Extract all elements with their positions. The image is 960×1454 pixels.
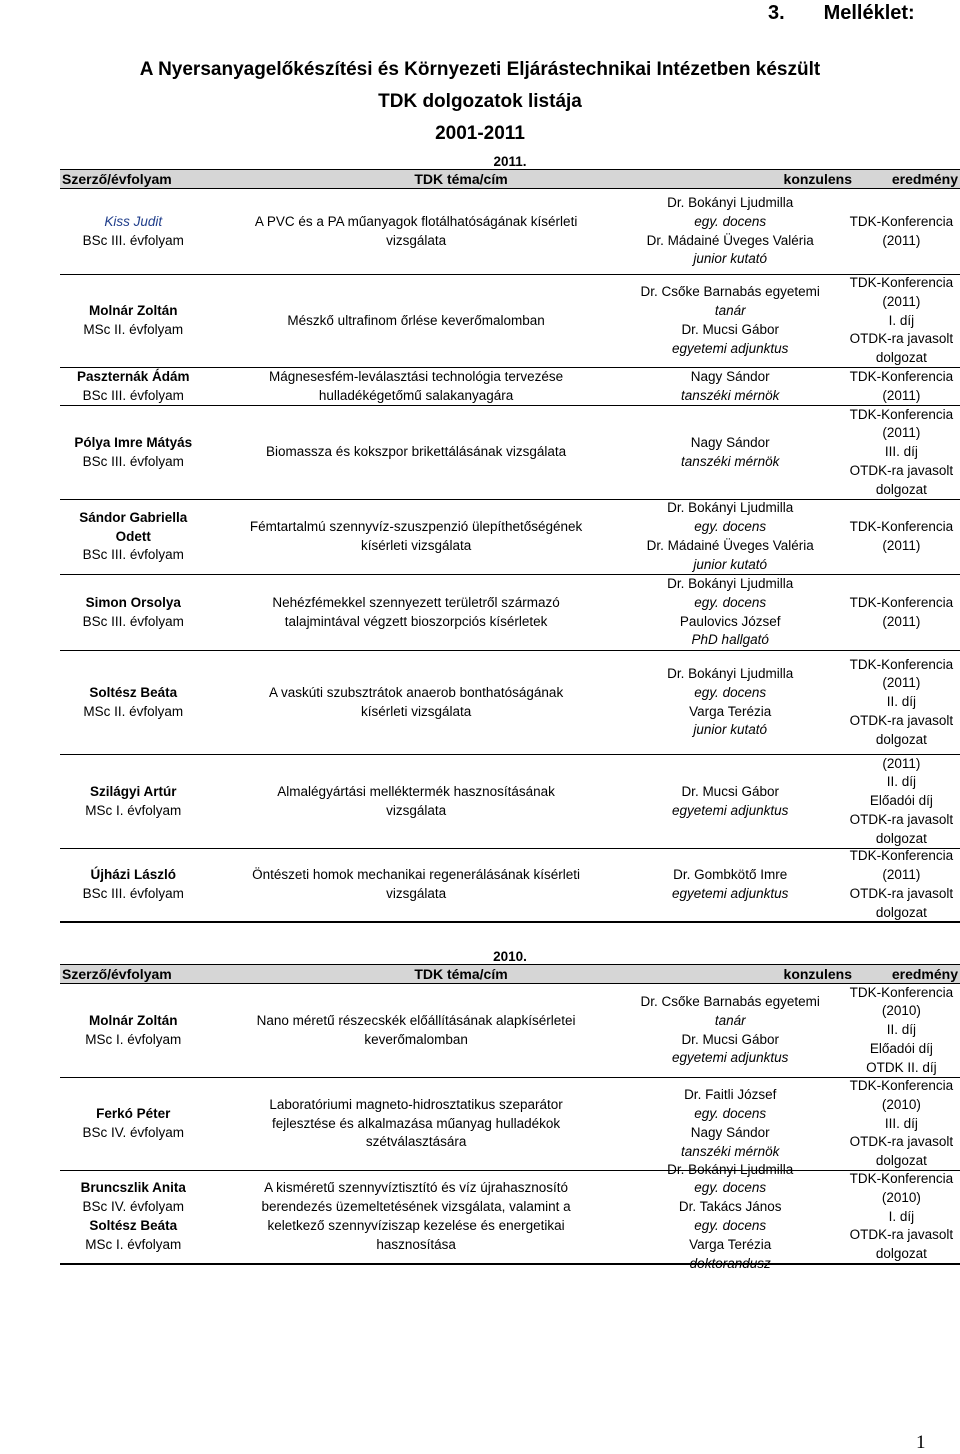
- topic-cell: [227, 1171, 606, 1263]
- topic-line: A kisméretű szennyvíztisztító és víz újrahasznosító: [264, 1180, 569, 1196]
- result-line: Előadói díj: [869, 793, 933, 809]
- consultant-line: Nagy Sándor: [690, 434, 770, 450]
- consultant-line: egy. docens: [694, 684, 767, 700]
- author-line: BSc IV. évfolyam: [82, 1125, 185, 1140]
- table-header: [60, 965, 960, 984]
- author-cell: [60, 275, 207, 367]
- result-line: (2011): [882, 232, 921, 248]
- section-2010: [60, 949, 960, 1271]
- result-line: (2011): [882, 867, 921, 883]
- result-line: I. díj: [888, 312, 915, 328]
- topic-line: A PVC és a PA műanyagok flotálhatóságának kísérleti: [254, 213, 578, 229]
- author-line: Paszternák Ádám: [77, 368, 190, 384]
- topic-line: Biomassza és kokszpor brikettálásának vizsgálata: [266, 444, 567, 460]
- result-cell: [843, 984, 960, 1077]
- result-cell: [843, 368, 960, 405]
- consultant-line: egy. docens: [694, 594, 767, 610]
- result-cell: [843, 189, 960, 274]
- author-line: MSc I. évfolyam: [85, 802, 182, 818]
- author-line: Újházi László: [90, 867, 177, 883]
- result-line: TDK-Konferencia: [849, 275, 954, 291]
- topic-line: hasznosítása: [376, 1236, 456, 1252]
- topic-line: fejlesztése és alkalmazása műanyag hulladékok: [272, 1115, 561, 1131]
- consultant-line: egy. docens: [694, 519, 767, 535]
- result-line: II. díj: [886, 774, 916, 790]
- consultant-line: egyetemi adjunktus: [672, 340, 789, 356]
- topic-line: vizsgálata: [386, 232, 447, 248]
- result-line: (2010): [881, 1096, 921, 1112]
- author-line: Bruncszlik Anita: [80, 1180, 186, 1196]
- consultant-line: Varga Terézia: [689, 703, 772, 719]
- table-row: [60, 500, 960, 575]
- consultant-line: Dr. Bokányi Ljudmilla: [667, 1161, 794, 1177]
- topic-line: Mészkő ultrafinom őrlése keverőmalomban: [287, 312, 545, 328]
- consultant-line: Dr. Csőke Barnabás egyetemi: [640, 993, 820, 1009]
- result-line: Előadói díj: [869, 1040, 933, 1056]
- author-cell: [60, 984, 207, 1077]
- topic-cell: [227, 755, 606, 848]
- author-line: MSc II. évfolyam: [83, 703, 184, 719]
- consultant-line: PhD hallgató: [691, 632, 769, 648]
- result-line: TDK-Konferencia: [849, 1078, 954, 1094]
- consultant-line: Dr. Csőke Barnabás egyetemi: [640, 284, 820, 300]
- topic-line: Fémtartalmú szennyvíz-szuszpenzió ülepíthetőségének: [249, 519, 583, 535]
- consultant-line: egy. docens: [694, 1106, 767, 1122]
- table-row: [60, 189, 960, 275]
- author-cell: [60, 368, 207, 405]
- author-line: Molnár Zoltán: [89, 1012, 178, 1028]
- result-line: TDK-Konferencia: [849, 594, 954, 610]
- result-line: (2011): [882, 675, 921, 691]
- author-line: Kiss Judit: [104, 213, 163, 229]
- consultant-line: Dr. Bokányi Ljudmilla: [667, 194, 794, 210]
- consultant-line: Dr. Gombkötő Imre: [673, 867, 788, 883]
- topic-line: Nano méretű részecskék előállításának alapkísérletei: [256, 1012, 576, 1028]
- consultant-cell: [626, 984, 835, 1077]
- result-cell: [843, 849, 960, 921]
- consultant-line: Dr. Mucsi Gábor: [681, 322, 779, 337]
- topic-line: Mágnesesfém-leválasztási technológia tervezése: [269, 368, 564, 384]
- topic-line: Laboratóriumi magneto-hidrosztatikus szeparátor: [269, 1096, 563, 1112]
- title-line-2: TDK dolgozatok listája: [378, 91, 582, 112]
- author-line: MSc I. évfolyam: [85, 1236, 182, 1252]
- topic-cell: [227, 275, 606, 367]
- author-line: MSc I. évfolyam: [85, 1031, 182, 1047]
- topic-line: Almalégyártási melléktermék hasznosításának: [277, 783, 555, 799]
- consultant-cell: [626, 275, 835, 367]
- column-header-consultant: konzulens: [783, 171, 852, 187]
- result-line: I. díj: [888, 1208, 915, 1224]
- table-row: [60, 651, 960, 755]
- column-header-author: Szerző/évfolyam: [62, 171, 172, 187]
- topic-cell: [227, 368, 606, 405]
- author-line: Molnár Zoltán: [89, 303, 178, 319]
- author-cell: [60, 1078, 207, 1170]
- topic-line: hulladékégetőmű salakanyagára: [318, 387, 514, 403]
- table-row: [60, 368, 960, 406]
- consultant-line: egy. docens: [694, 1218, 767, 1233]
- author-line: Soltész Beáta: [89, 684, 178, 700]
- topic-line: kísérleti vizsgálata: [360, 703, 472, 719]
- result-line: OTDK-ra javasolt: [849, 886, 954, 901]
- consultant-line: Dr. Mádainé Üveges Valéria: [646, 232, 814, 248]
- consultant-line: Dr. Faitli József: [684, 1087, 777, 1103]
- result-line: dolgozat: [875, 1246, 927, 1262]
- topic-line: vizsgálata: [386, 802, 447, 818]
- topic-line: vizsgálata: [386, 886, 447, 901]
- result-line: TDK-Konferencia: [849, 848, 954, 864]
- author-cell: [60, 849, 207, 921]
- result-line: OTDK-ra javasolt: [849, 712, 954, 728]
- table-row: [60, 275, 960, 368]
- consultant-line: Nagy Sándor: [690, 1125, 770, 1140]
- column-header-topic: TDK téma/cím: [414, 966, 508, 982]
- result-cell: [843, 500, 960, 574]
- topic-line: berendezés üzemeltetésének vizsgálata, valamint a: [261, 1199, 571, 1215]
- result-line: TDK-Konferencia: [849, 368, 954, 384]
- consultant-line: doktorandusz: [689, 1255, 771, 1271]
- author-line: BSc III. évfolyam: [82, 886, 184, 901]
- topic-line: szétválasztására: [365, 1134, 467, 1150]
- consultant-line: Varga Terézia: [689, 1236, 772, 1252]
- table-row: [60, 984, 960, 1078]
- author-line: BSc III. évfolyam: [82, 547, 184, 563]
- topic-cell: [227, 1078, 606, 1170]
- author-line: BSc III. évfolyam: [82, 387, 184, 403]
- result-line: III. díj: [884, 444, 918, 460]
- result-line: TDK-Konferencia: [849, 213, 954, 229]
- result-cell: [843, 275, 960, 367]
- consultant-line: tanszéki mérnök: [681, 387, 780, 403]
- table-row: [60, 755, 960, 849]
- topic-line: kísérleti vizsgálata: [360, 538, 472, 553]
- consultant-line: egy. docens: [694, 1180, 767, 1196]
- consultant-cell: [626, 755, 835, 848]
- result-line: (2011): [882, 613, 921, 629]
- result-line: dolgozat: [875, 481, 927, 497]
- author-line: BSc IV. évfolyam: [82, 1199, 185, 1215]
- column-header-result: eredmény: [891, 171, 958, 187]
- consultant-cell: [626, 1161, 835, 1271]
- topic-cell: [227, 575, 606, 650]
- topic-cell: [227, 984, 606, 1077]
- result-line: II. díj: [886, 694, 916, 710]
- result-line: dolgozat: [875, 904, 927, 920]
- consultant-line: tanszéki mérnök: [681, 1143, 780, 1159]
- topic-cell: [227, 189, 606, 274]
- result-line: dolgozat: [875, 1153, 927, 1169]
- author-cell: [60, 575, 207, 650]
- topic-cell: [227, 651, 606, 754]
- author-line: MSc II. évfolyam: [83, 322, 184, 337]
- result-cell: [843, 651, 960, 754]
- title-line-1: A Nyersanyagelőkészítési és Környezeti Eljárástechnikai Intézetben készült: [139, 59, 821, 80]
- consultant-cell: [626, 368, 835, 405]
- author-line: BSc III. évfolyam: [82, 232, 184, 248]
- section-year: 2011.: [60, 154, 960, 170]
- result-line: III. díj: [884, 1115, 918, 1131]
- result-line: (2011): [882, 387, 921, 403]
- topic-line: Öntészeti homok mechanikai regenerálásának kísérleti: [252, 867, 581, 883]
- author-line: BSc III. évfolyam: [82, 453, 184, 469]
- result-line: OTDK-ra javasolt: [849, 1227, 954, 1243]
- annex-label: 3. Melléklet:: [768, 2, 915, 24]
- consultant-line: tanár: [714, 1012, 746, 1028]
- author-line: Pólya Imre Mátyás: [74, 434, 193, 450]
- author-cell: [60, 406, 207, 499]
- consultant-line: junior kutató: [693, 556, 767, 572]
- table-row: [60, 849, 960, 923]
- result-line: II. díj: [886, 1022, 916, 1038]
- consultant-line: Dr. Bokányi Ljudmilla: [667, 575, 794, 591]
- consultant-line: Paulovics József: [679, 613, 781, 629]
- table-row: [60, 406, 960, 500]
- consultant-line: tanszéki mérnök: [681, 453, 780, 469]
- result-line: OTDK-ra javasolt: [849, 462, 954, 478]
- author-cell: [60, 189, 207, 274]
- column-header-consultant: konzulens: [783, 966, 852, 982]
- topic-line: keverőmalomban: [364, 1031, 468, 1047]
- consultant-line: egyetemi adjunktus: [672, 802, 789, 818]
- result-cell: [843, 406, 960, 499]
- result-line: (2010): [881, 1189, 921, 1205]
- result-line: (2011): [882, 538, 921, 553]
- author-cell: [60, 651, 207, 754]
- result-line: OTDK-ra javasolt: [849, 811, 954, 827]
- result-line: OTDK II. díj: [866, 1059, 937, 1075]
- result-line: dolgozat: [875, 830, 927, 846]
- column-header-author: Szerző/évfolyam: [62, 966, 172, 982]
- page-number: 1: [916, 1432, 926, 1453]
- consultant-line: Dr. Mucsi Gábor: [681, 783, 779, 799]
- topic-line: talajmintával végzett bioszorpciós kísérletek: [284, 613, 548, 629]
- result-line: OTDK-ra javasolt: [849, 331, 954, 347]
- table-row: [60, 575, 960, 651]
- result-line: (2011): [882, 755, 921, 771]
- result-cell: [843, 755, 960, 848]
- consultant-line: tanár: [714, 303, 746, 319]
- result-line: TDK-Konferencia: [849, 656, 954, 672]
- consultant-line: egyetemi adjunktus: [672, 886, 789, 901]
- consultant-cell: [626, 1078, 835, 1170]
- result-line: (2011): [882, 425, 921, 441]
- topic-line: keletkező szennyvíziszap kezelése és energetikai: [267, 1218, 565, 1233]
- consultant-line: Dr. Mádainé Üveges Valéria: [646, 538, 814, 553]
- result-cell: [843, 1078, 960, 1170]
- consultant-line: Dr. Bokányi Ljudmilla: [667, 500, 794, 516]
- section-year: 2010.: [60, 949, 960, 965]
- result-line: (2011): [882, 293, 921, 309]
- topic-line: Nehézfémekkel szennyezett területről származó: [272, 594, 560, 610]
- topic-cell: [227, 849, 606, 921]
- table-header: [60, 170, 960, 189]
- author-line: BSc III. évfolyam: [82, 613, 184, 629]
- document-title: [80, 54, 880, 150]
- result-line: TDK-Konferencia: [849, 1171, 954, 1187]
- result-line: TDK-Konferencia: [849, 984, 954, 1000]
- column-header-result: eredmény: [891, 966, 958, 982]
- author-line: Szilágyi Artúr: [90, 783, 177, 799]
- title-line-3: 2001-2011: [435, 123, 525, 144]
- consultant-line: egyetemi adjunktus: [672, 1050, 789, 1066]
- topic-line: A vaskúti szubsztrátok anaerob bonthatóságának: [269, 684, 564, 700]
- author-line: Simon Orsolya: [85, 594, 181, 610]
- author-line: Ferkó Péter: [96, 1106, 171, 1122]
- table-row: [60, 1161, 960, 1271]
- consultant-cell: [626, 406, 835, 499]
- result-line: dolgozat: [875, 350, 927, 366]
- consultant-line: Nagy Sándor: [690, 368, 770, 384]
- consultant-line: Dr. Bokányi Ljudmilla: [667, 665, 794, 681]
- section-2011: [60, 154, 960, 923]
- topic-cell: [227, 406, 606, 499]
- consultant-line: Dr. Mucsi Gábor: [681, 1031, 779, 1047]
- table-row: [60, 1078, 960, 1171]
- topic-cell: [227, 500, 606, 574]
- result-line: (2010): [881, 1003, 921, 1019]
- result-cell: [843, 1171, 960, 1263]
- author-line: Soltész Beáta: [89, 1218, 178, 1233]
- consultant-line: egy. docens: [694, 213, 767, 229]
- consultant-line: junior kutató: [693, 251, 767, 267]
- consultant-cell: [626, 849, 835, 921]
- author-cell: [60, 1171, 207, 1263]
- consultant-line: Dr. Takács János: [678, 1199, 782, 1215]
- author-line: Sándor Gabriella Odett: [79, 509, 188, 544]
- consultant-line: junior kutató: [693, 722, 767, 738]
- consultant-cell: [626, 500, 835, 574]
- consultant-cell: [626, 189, 835, 274]
- result-line: TDK-Konferencia: [849, 519, 954, 535]
- author-cell: [60, 500, 207, 574]
- result-line: dolgozat: [875, 731, 927, 747]
- consultant-cell: [626, 651, 835, 754]
- result-line: OTDK-ra javasolt: [849, 1134, 954, 1150]
- consultant-cell: [626, 575, 835, 650]
- author-cell: [60, 755, 207, 848]
- result-line: TDK-Konferencia: [849, 406, 954, 422]
- column-header-topic: TDK téma/cím: [414, 171, 508, 187]
- result-cell: [843, 575, 960, 650]
